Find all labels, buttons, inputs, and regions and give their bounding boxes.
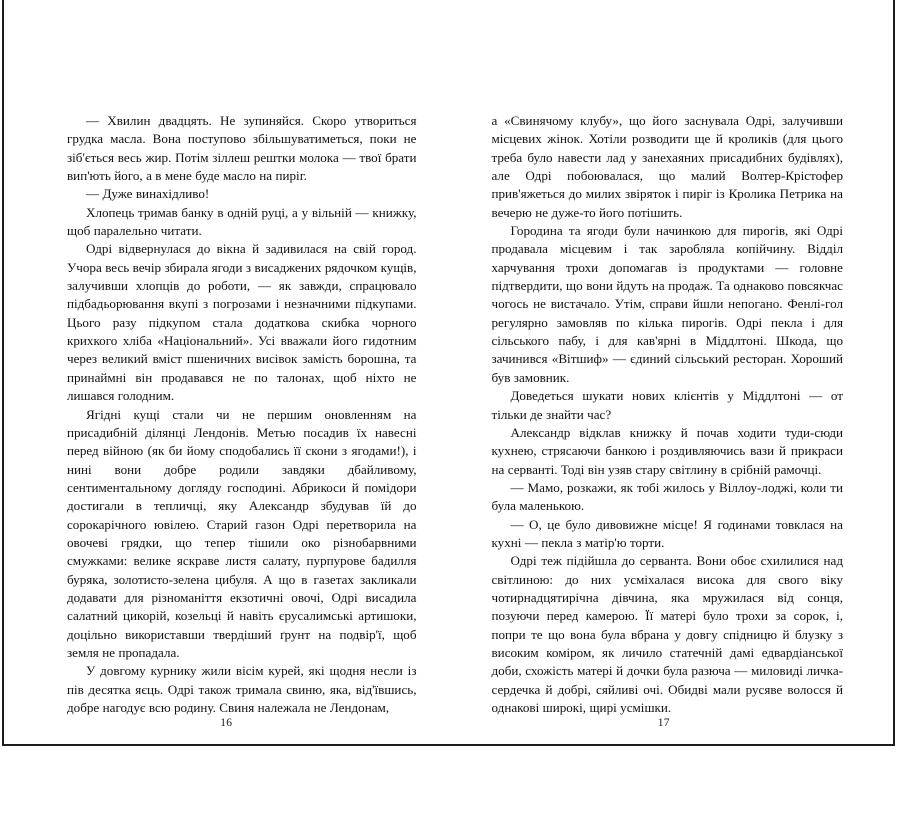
page-number-left: 16 <box>220 717 233 730</box>
paragraph: Александр відклав книжку й почав ходити туди-сюди кухнею, стрясаючи банкою і роздивляючись вази й прикраси на серванті. Тоді він узяв стару світлину в срібній рамочці. <box>491 424 843 477</box>
book-spread <box>2 0 895 746</box>
page-number-right: 17 <box>657 717 670 730</box>
paragraph: Одрі відвернулася до вікна й задивилася на свій город. Учора весь вечір збирала ягоди з висаджених рядочком кущів, залучивши хлопців до роботи, — як завжди, спрацювало підбадьорювання вкупі з погрозами і незначними підкупами. Цього разу підкупом стала додаткова скибка чорного крихкого хліба «Національний». Усі вважали його гидотним через великий вміст пшеничних висівок замість борошна, та принаймні він продавався не по талонах, щоб ніхто не лишався голодним. <box>67 241 417 404</box>
left-page <box>4 0 449 744</box>
paragraph: Ягідні кущі стали чи не першим оновленням на присадибній ділянці Лендонів. Метью посадив їх навесні перед війною (як би йому сподобались її скони з ягодами!), і нині вони добре родили завдяки дбайливому, сентиментальному догляду господині. Абрикоси й помідори достигали в тепличці, яку Александр збудував їй до сорокарічного ювілею. Старий газон Одрі перетворила на овочеві грядки, що тепер тішили око різнобарвними смужками: велике яскраве листя салату, пурпурове бадилля буряка, золотисто-зелена цибуля. А що в газетах закликали додавати для різноманіття екзотичні овочі, Одрі висадила салатний цикорій, козельці й навіть єрусалимські артишоки, доцільно використавши твердіший ґрунт на подвір'ї, щоб земля не пропадала. <box>67 406 417 660</box>
right-page-text-body <box>492 112 844 717</box>
paragraph: Городина та ягоди були начинкою для пирогів, які Одрі продавала місцевим і так заробляла копійчину. Відділ харчування трохи допомагав із продуктами — головне підтвердити, що вони йдуть на продаж. Та однаково повсякчас чогось не вистачало. Утім, справи йшли непогано. Фенлі-гол регулярно замовляв по кілька пирогів. Одрі пекла і для сільського пабу, і для кав'ярні в Міддлтоні. Шкода, що зачинився «Вітшиф» — єдиний сільський ресторан. Хороший був замовник. <box>491 223 843 385</box>
paragraph: Хлопець тримав банку в одній руці, а у вільній — книжку, щоб паралельно читати. <box>67 204 417 239</box>
paragraph: У довгому курнику жили вісім курей, які щодня несли із пів десятка яєць. Одрі також тримала свиню, яка, від'ївшись, добре нагодує всю родину. Свиня належала не Лендонам, <box>67 663 417 715</box>
paragraph: — Мамо, розкажи, як тобі жилось у Віллоу-лоджі, коли ти була маленькою. <box>491 479 843 514</box>
left-page-text-body <box>67 112 417 717</box>
paragraph: а «Свинячому клубу», що його заснувала Одрі, залучивши місцевих жінок. Хотіли розводити ще й кроликів (для цього треба було навести лад у занехаяних присадибних будівлях), але Одрі побоювалася, що малий Волтер-Крістофер прив'яжеться до милих звіряток і пиріг із Кролика Петрика на вечерю не дуже-то його потішить. <box>491 113 843 220</box>
paragraph: — Хвилин двадцять. Не зупиняйся. Скоро утвориться грудка масла. Вона поступово збільшуватиметься, поки не зіб'ється весь жир. Потім зіллеш рештки молока — твої брати вип'ють його, а в мене буде масло на пиріг. <box>67 113 417 184</box>
right-page <box>449 0 894 744</box>
paragraph: Одрі теж підійшла до серванта. Вони обоє схилилися над світлиною: до них усміхалася висока для свого віку чотирнадцятирічна дівчина, яка мружилася від сонця, позуючи перед камерою. Її матері було трохи за сорок, і, попри те що вона була вбрана у довгу спідницю й блузку з високим коміром, як личило статечній дамі едвардіанської доби, схожість матері й дочки була разюча — миловиді личка-сердечка й добрі, сяйливі очі. Обидві мали русяве волосся й однакові широкі, щирі усмішки. <box>491 553 843 715</box>
paragraph: — О, це було дивовижне місце! Я годинами товклася на кухні — пекла з матір'ю торти. <box>491 516 843 550</box>
paragraph: Доведеться шукати нових клієнтів у Міддлтоні — от тільки де знайти час? <box>491 388 843 422</box>
paragraph: — Дуже винахідливо! <box>85 186 210 202</box>
